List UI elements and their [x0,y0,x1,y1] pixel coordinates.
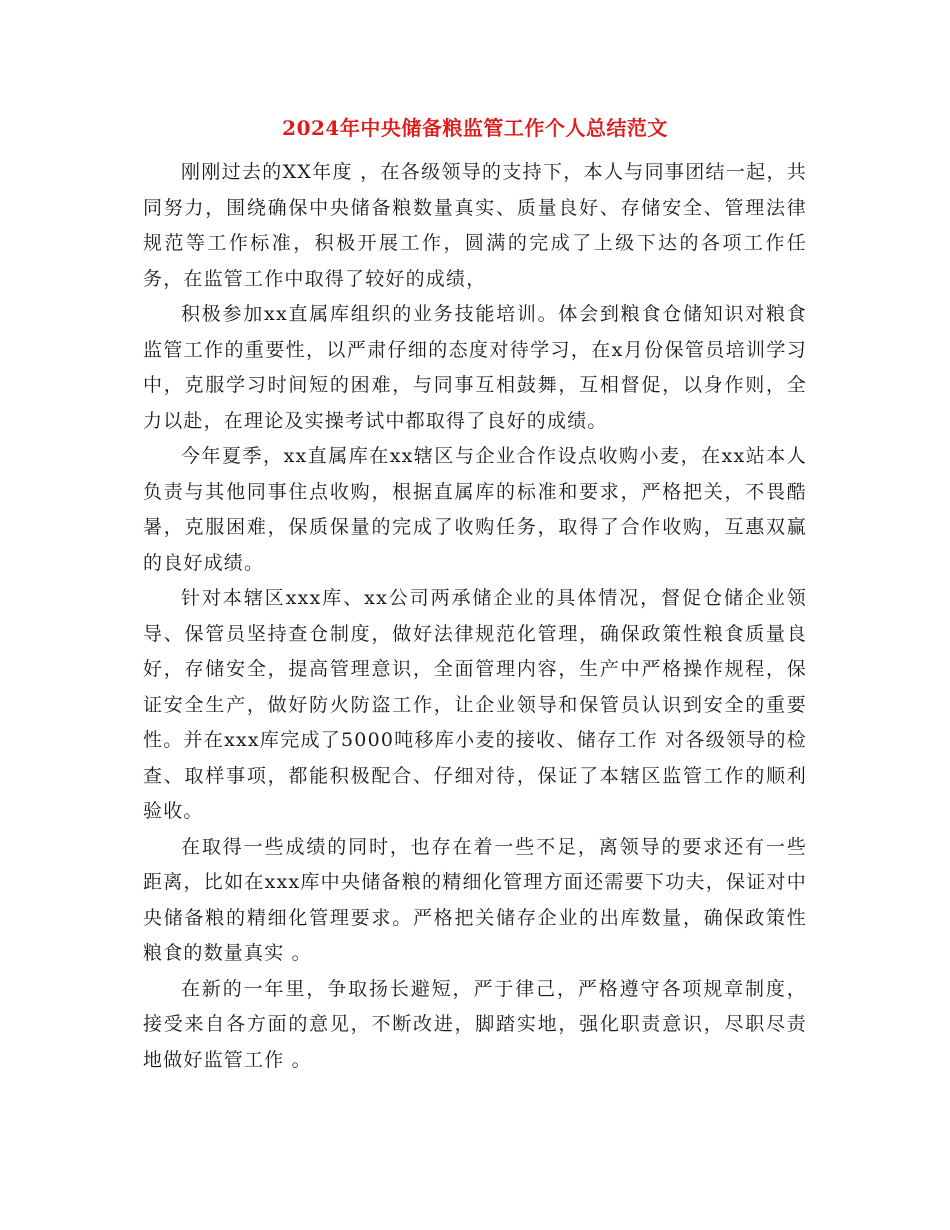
paragraph-6: 在新的一年里，争取扬长避短，严于律己，严格遵守各项规章制度，接受来自各方面的意见，不断改进，脚踏实地，强化职责意识，尽职尽责地做好监管工作 。 [143,977,807,1071]
paragraph-3: 今年夏季，xx直属库在xx辖区与企业合作设点收购小麦，在xx站本人负责与其他同事住点收购，根据直属库的标准和要求，严格把关，不畏酷暑，克服困难，保质保量的完成了收购任务，取得了合作收购，互惠双赢的良好成绩。 [143,445,807,574]
document-body [143,155,807,1078]
paragraph-4: 针对本辖区xxx库、xx公司两承储企业的具体情况，督促仓储企业领导、保管员坚持查仓制度，做好法律规范化管理，确保政策性粮食质量良好，存储安全，提高管理意识，全面管理内容，生产中严格操作规程，保证安全生产，做好防火防盗工作，让企业领导和保管员认识到安全的重要性。并在xxx库完成了5000吨移库小麦的接收、储存工作 对各级领导的检查、取样事项，都能积极配合、仔细对待，保证了本辖区监管工作的顺利验收。 [143,587,807,822]
paragraph-2: 积极参加xx直属库组织的业务技能培训。体会到粮食仓储知识对粮食监管工作的重要性，以严肃仔细的态度对待学习，在x月份保管员培训学习中，克服学习时间短的困难，与同事互相鼓舞，互相督促，以身作则，全力以赴，在理论及实操考试中都取得了良好的成绩。 [143,303,807,432]
paragraph-1: 刚刚过去的XX年度 ，在各级领导的支持下，本人与同事团结一起，共同努力，围绕确保中央储备粮数量真实、质量良好、存储安全、管理法律规范等工作标准，积极开展工作，圆满的完成了上级下达的各项工作任务，在监管工作中取得了较好的成绩， [143,161,807,290]
document-title: 2024年中央储备粮监管工作个人总结范文 [282,116,668,140]
paragraph-5: 在取得一些成绩的同时，也存在着一些不足，离领导的要求还有一些距离，比如在xxx库中央储备粮的精细化管理方面还需要下功夫，保证对中央储备粮的精细化管理要求。严格把关储存企业的出库数量，确保政策性粮食的数量真实 。 [143,835,807,964]
